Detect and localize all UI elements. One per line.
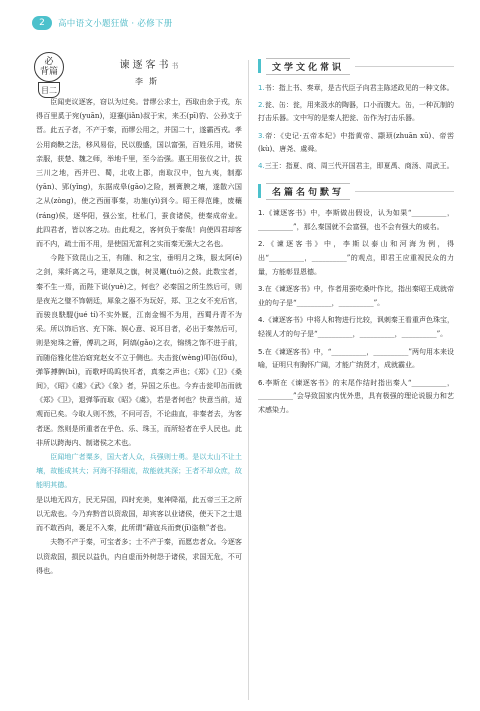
section-rule (355, 191, 454, 192)
article-paragraph-3-highlight: 臣闻地广者粟多，国大者人众，兵强则士勇。是以太山不让土壤，故能成其大；河海不择细流，故能就其深；王者不却众庶，故能明其德。 (36, 452, 242, 490)
sidebar-column (258, 58, 454, 418)
culture-item: 2.瓮、缶：瓮，用来汲水的陶器，口小而腹大。缶，一种瓦制的打击乐器。文中写的是秦人把瓮、缶作为打击乐器。 (258, 101, 454, 123)
culture-section-title: 文学文化常识 (266, 58, 350, 75)
seal-bottom-text: 目二 (38, 82, 60, 98)
culture-item: 3.帝：《史记·五帝本纪》中指黄帝、颛顼(zhuān xū)、帝喾(kù)、唐尧、虞舜。 (258, 131, 454, 153)
section-bar-icon (258, 59, 261, 73)
column-divider (248, 60, 249, 700)
page-header (32, 15, 173, 31)
article-column (36, 56, 242, 578)
section-rule (355, 66, 454, 67)
seal-top-text: 必 (44, 57, 54, 67)
recite-question[interactable]: 1.《谏逐客书》中，李斯做出假设，认为如果“__________，__________”，那么秦国就不会富强，也不会有强大的威名。 (258, 209, 454, 231)
page-number-badge: 2 (32, 16, 52, 30)
recite-section-header (258, 183, 454, 199)
book-title: 高中语文小题狂做 · 必修下册 (58, 19, 173, 29)
article-paragraph-5: 夫物不产于秦，可宝者多；士不产于秦，而愿忠者众。今逐客以资敌国，损民以益仇，内自虚而外树怨于诸侯，求国无危，不可得也。 (36, 537, 242, 575)
section-bar-icon (258, 184, 261, 198)
article-title-tag: 书 (171, 62, 179, 70)
recite-question[interactable]: 4.《谏逐客书》中将人和物进行比较，讽刺秦王看重声色珠宝，轻视人才的句子是“__________，__________，__________”。 (258, 316, 454, 338)
article-paragraph-4: 是以地无四方，民无异国，四时充美，鬼神降福，此五帝三王之所以无敌也。今乃弃黔首以资敌国，却宾客以业诸侯，使天下之士退而不敢西向，裹足不入秦，此所谓“藉寇兵而赍(jī)盗粮”者也。 (36, 494, 242, 533)
article-title-text: 谏逐客书 (119, 60, 172, 71)
recite-question[interactable]: 6.李斯在《谏逐客书》的末尾作结时指出秦人“__________，__________”会导致国家内忧外患，具有极强的理论说服力和艺术感染力。 (258, 378, 454, 414)
culture-item: 4.三王：指夏、商、周三代开国君主，即夏禹、商汤、周武王。 (258, 162, 454, 171)
article-paragraph-1: 臣闻吏议逐客，窃以为过矣。昔缪公求士，西取由余于戎，东得百里奚于宛(yuān)，迎蹇(jiǎn)叔于宋，来丕(pī)豹、公孙支于晋。此五子者，不产于秦，而缪公用之，并国二十，遂霸西戎。孝公用商鞅之法，移风易俗，民以殷盛，国以富强，百姓乐用，诸侯亲服，获楚、魏之师，举地千里，至今治强。惠王用张仪之计，拔三川之地，西并巴、蜀，北收上郡，南取汉中，包九夷，制鄢(yān)、郢(yǐng)，东据成皋(gāo)之险，割膏腴之壤，遂散六国之从(zòng)，使之西面事秦，功施(yì)到今。昭王得范雎，废穰(ráng)侯，逐华阳，强公室，杜私门，蚕食诸侯，使秦成帝业。此四君者，皆以客之功。由此观之，客何负于秦哉！向使四君却客而不内，疏士而不用，是使国无富利之实而秦无强大之名也。 (36, 97, 242, 249)
recite-question[interactable]: 5.在《谏逐客书》中，“__________，__________”两句用本来设喻，证明只有胸怀广阔，才能广纳贤才，成就霸业。 (258, 347, 454, 370)
article-paragraph-2: 今陛下致昆山之玉，有随、和之宝，垂明月之珠，服太阿(ē)之剑，乘纤离之马，建翠凤之旗，树灵鼍(tuó)之鼓。此数宝者，秦不生一焉，而陛下说(yuè)之，何也？必秦国之所生然后可，则是夜光之璧不饰朝廷，犀象之器不为玩好，郑、卫之女不充后宫，而骏良駃騠(jué tí)不实外厩，江南金锡不为用，西蜀丹青不为采。所以饰后宫、充下陈、娱心意、说耳目者，必出于秦然后可，则是宛珠之簪，傅玑之珥，阿缟(gǎo)之衣，锦绣之饰不进于前，而随俗雅化佳冶窈窕赵女不立于侧也。夫击瓮(wèng)叩缶(fǒu)，弹筝搏髀(bì)，而歌呼呜呜快耳者，真秦之声也；《郑》《卫》《桑间》，《昭》《虞》《武》《象》者，异国之乐也。今弃击瓮叩缶而就《郑》《卫》，退弹筝而取《昭》《虞》，若是者何也？快意当前，适观而已矣。今取人则不然，不问可否，不论曲直，非秦者去，为客者逐。然则是所重者在乎色、乐、珠玉，而所轻者在乎人民也。此非所以跨海内、制诸侯之术也。 (36, 253, 242, 447)
seal-middle-text: 背篇 (39, 67, 58, 77)
article-author: 李斯 (135, 77, 163, 86)
culture-item: 1.书：指上书、奏章，是古代臣子向君主陈述政见的一种文体。 (258, 84, 454, 92)
article-title (56, 56, 242, 71)
recite-question[interactable]: 3.在《谏逐客书》中，作者用蚕吃桑叶作比，指出秦昭王成就帝业的句子是“__________，__________”。 (258, 285, 454, 307)
recite-section-title: 名篇名句默写 (266, 183, 350, 200)
culture-section-header (258, 58, 454, 74)
recite-question[interactable]: 2.《谏逐客书》中，李斯以泰山和河海为例，得出“__________，__________”的观点，即君王应重视民众的力量，方能彰显恩德。 (258, 240, 454, 276)
